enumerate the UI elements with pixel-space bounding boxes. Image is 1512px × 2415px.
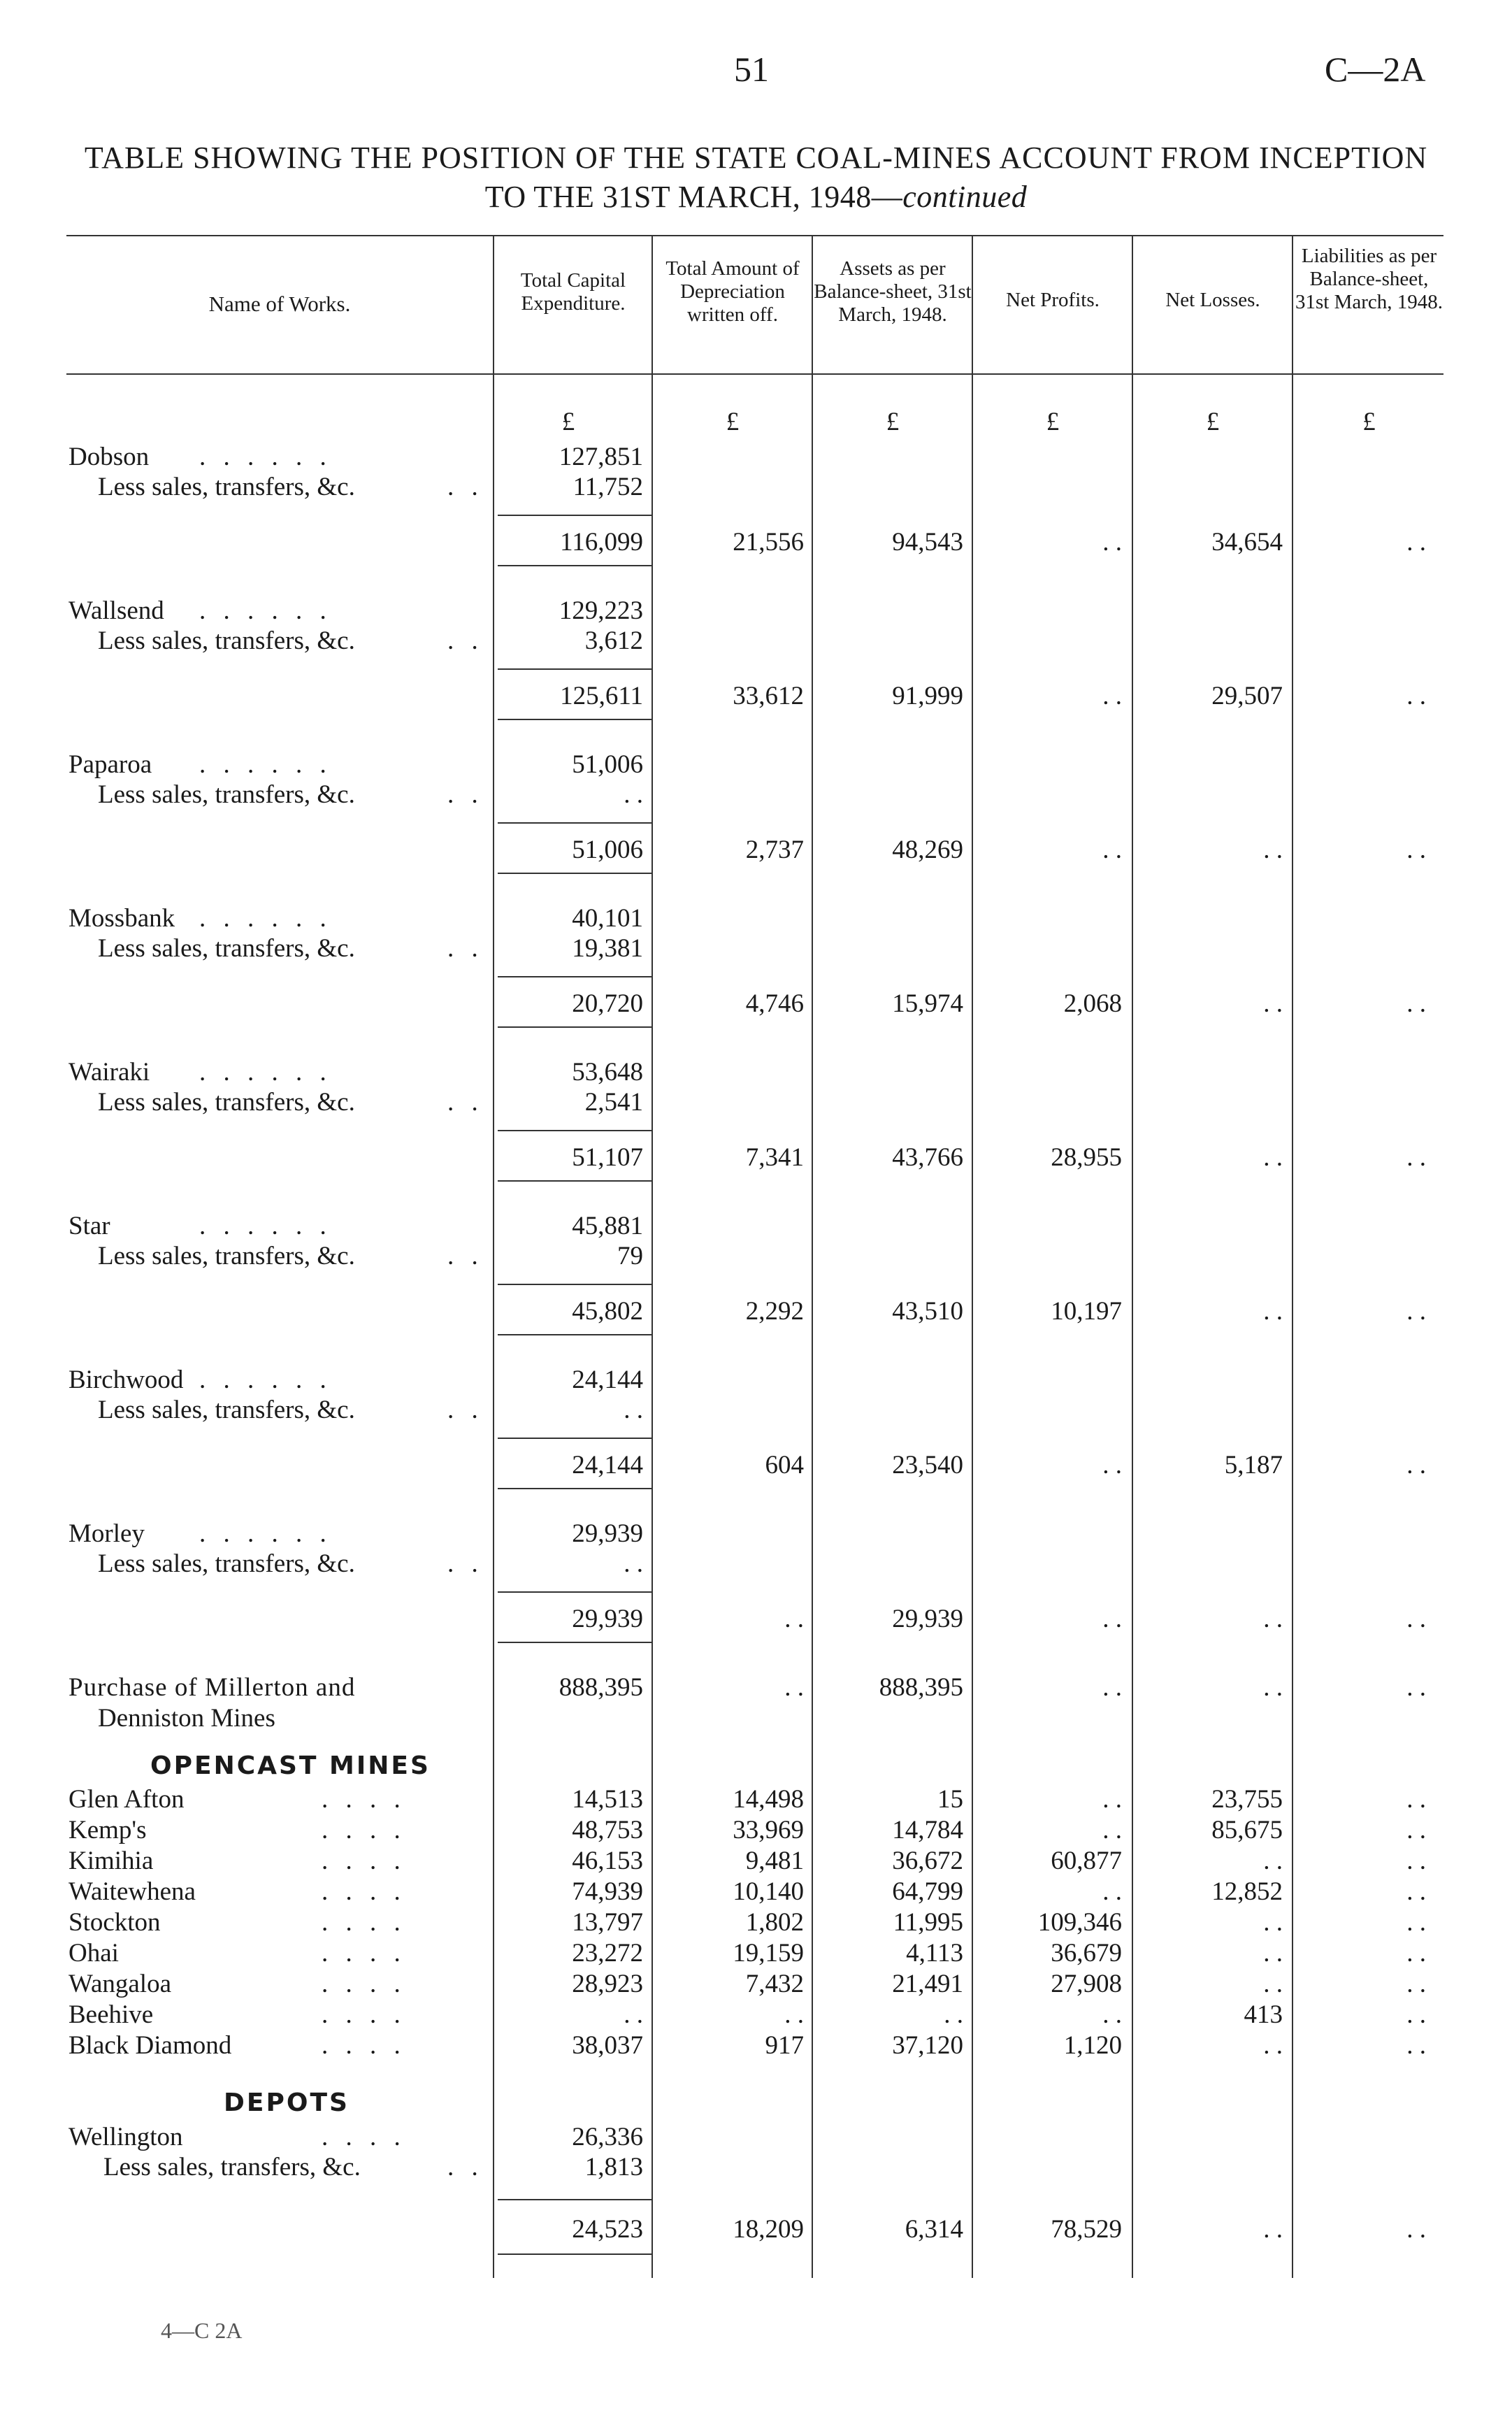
opencast-row-1-net-losses: 85,675 (1211, 1816, 1283, 1844)
col-rule-3 (812, 236, 813, 2278)
works-5-depreciation: 2,292 (745, 1297, 804, 1326)
opencast-row-5-liabilities: . . (1406, 1939, 1426, 1968)
opencast-row-6-net-losses: . . (1263, 1970, 1283, 1998)
opencast-row-3-net-profits: . . (1102, 1877, 1122, 1906)
opencast-row-6-net-profits: 27,908 (1051, 1970, 1122, 1998)
depot-row-0-subtotal-rule-top (498, 2199, 651, 2200)
table-title-continued: continued (902, 180, 1028, 214)
opencast-heading: OPENCAST MINES (150, 1751, 431, 1780)
works-5-leader: . . . . . . (199, 1212, 332, 1240)
depot-row-0-liabilities: . . (1406, 2215, 1426, 2244)
works-4-subtotal-rule-bottom (498, 1180, 651, 1182)
depot-row-0-depreciation: 18,209 (733, 2215, 804, 2244)
currency-depreciation: £ (726, 408, 740, 436)
opencast-row-0-assets: 15 (937, 1785, 963, 1814)
col-rule-1 (493, 236, 494, 2278)
works-0-depreciation: 21,556 (733, 528, 804, 557)
opencast-row-7-assets: . . (944, 2000, 963, 2029)
works-3-assets: 15,974 (892, 989, 963, 1018)
works-3-subtotal-rule-top (498, 976, 651, 977)
currency-liabilities: £ (1362, 408, 1376, 436)
works-0-total-capital: 116,099 (560, 528, 643, 557)
opencast-row-7-capital: . . (624, 2000, 643, 2029)
purchase-depreciation: . . (784, 1673, 804, 1702)
opencast-row-7-net-losses: 413 (1244, 2000, 1283, 2029)
col-header-net-profits: Net Profits. (1006, 289, 1100, 311)
works-2-liabilities: . . (1406, 836, 1426, 864)
opencast-row-7-leader: . . . . (322, 2000, 406, 2029)
col-rule-4 (972, 236, 973, 2278)
works-7-net-losses: . . (1263, 1605, 1283, 1633)
depot-row-0-less: 1,813 (584, 2153, 643, 2181)
works-6-less-label: Less sales, transfers, &c. (98, 1396, 355, 1424)
works-7-subtotal-rule-top (498, 1591, 651, 1593)
opencast-row-1-liabilities: . . (1406, 1816, 1426, 1844)
works-0-capital: 127,851 (559, 443, 643, 471)
works-7-depreciation: . . (784, 1605, 804, 1633)
works-2-net-profits: . . (1102, 836, 1122, 864)
works-3-less-leader: . . (447, 934, 484, 963)
opencast-row-3-capital: 74,939 (572, 1877, 643, 1906)
opencast-row-8-capital: 38,037 (572, 2031, 643, 2060)
depots-heading: DEPOTS (224, 2088, 350, 2117)
opencast-row-4-liabilities: . . (1406, 1908, 1426, 1937)
works-1-depreciation: 33,612 (733, 682, 804, 710)
opencast-row-2-liabilities: . . (1406, 1847, 1426, 1875)
works-3-depreciation: 4,746 (745, 989, 804, 1018)
opencast-row-3-depreciation: 10,140 (733, 1877, 804, 1906)
works-5-net-losses: . . (1263, 1297, 1283, 1326)
works-1-subtotal-rule-top (498, 668, 651, 670)
works-4-name: Wairaki (69, 1058, 150, 1087)
works-1-liabilities: . . (1406, 682, 1426, 710)
works-4-net-losses: . . (1263, 1143, 1283, 1172)
opencast-row-0-name: Glen Afton (69, 1785, 185, 1814)
works-4-capital: 53,648 (572, 1058, 643, 1087)
opencast-row-3-liabilities: . . (1406, 1877, 1426, 1906)
table-title-line2 (0, 179, 1512, 215)
opencast-row-5-net-losses: . . (1263, 1939, 1283, 1968)
opencast-row-6-name: Wangaloa (69, 1970, 172, 1998)
opencast-row-0-capital: 14,513 (572, 1785, 643, 1814)
works-2-net-losses: . . (1263, 836, 1283, 864)
works-2-less-leader: . . (447, 780, 484, 809)
works-1-less-leader: . . (447, 626, 484, 655)
opencast-row-4-net-losses: . . (1263, 1908, 1283, 1937)
works-6-net-losses: 5,187 (1224, 1451, 1283, 1479)
works-1-less-label: Less sales, transfers, &c. (98, 626, 355, 655)
works-7-name: Morley (69, 1519, 145, 1548)
works-1-assets: 91,999 (892, 682, 963, 710)
opencast-row-2-capital: 46,153 (572, 1847, 643, 1875)
table-title-line1 (0, 140, 1512, 175)
works-1-leader: . . . . . . (199, 596, 332, 625)
works-3-net-profits: 2,068 (1063, 989, 1122, 1018)
col-header-depreciation: Total Amount of Depreciation written off. (665, 257, 800, 326)
opencast-row-7-net-profits: . . (1102, 2000, 1122, 2029)
currency-capital: £ (561, 408, 575, 436)
works-5-less: 79 (617, 1242, 643, 1270)
purchase-liabilities: . . (1406, 1673, 1426, 1702)
opencast-row-0-depreciation: 14,498 (733, 1785, 804, 1814)
works-7-total-capital: 29,939 (572, 1605, 643, 1633)
works-6-name: Birchwood (69, 1366, 184, 1394)
col-rule-2 (651, 236, 653, 2278)
opencast-row-3-net-losses: 12,852 (1211, 1877, 1283, 1906)
opencast-row-8-net-losses: . . (1263, 2031, 1283, 2060)
opencast-row-3-leader: . . . . (322, 1877, 406, 1906)
opencast-row-8-depreciation: 917 (765, 2031, 804, 2060)
works-4-assets: 43,766 (892, 1143, 963, 1172)
col-header-capital: Total Capital Expenditure. (520, 269, 626, 315)
works-1-total-capital: 125,611 (560, 682, 643, 710)
opencast-row-5-capital: 23,272 (572, 1939, 643, 1968)
opencast-row-1-name: Kemp's (69, 1816, 147, 1844)
page-reference: C—2A (1325, 50, 1426, 89)
opencast-row-3-name: Waitewhena (69, 1877, 196, 1906)
opencast-row-4-net-profits: 109,346 (1037, 1908, 1122, 1937)
works-3-liabilities: . . (1406, 989, 1426, 1018)
depot-row-0-less-label: Less sales, transfers, &c. (103, 2153, 361, 2181)
works-7-assets: 29,939 (892, 1605, 963, 1633)
table-title-prefix: TO THE 31ST MARCH, 1948— (484, 180, 903, 214)
depot-row-0-total-capital: 24,523 (572, 2215, 643, 2244)
works-6-subtotal-rule-bottom (498, 1488, 651, 1489)
works-3-name: Mossbank (69, 904, 175, 933)
opencast-row-8-name: Black Diamond (69, 2031, 232, 2060)
works-6-less-leader: . . (447, 1396, 484, 1424)
currency-losses: £ (1206, 408, 1220, 436)
page-number: 51 (734, 50, 769, 89)
works-5-less-label: Less sales, transfers, &c. (98, 1242, 355, 1270)
opencast-row-5-leader: . . . . (322, 1939, 406, 1968)
opencast-row-1-depreciation: 33,969 (733, 1816, 804, 1844)
works-7-capital: 29,939 (572, 1519, 643, 1548)
depot-row-0-name: Wellington (69, 2123, 183, 2151)
opencast-row-7-liabilities: . . (1406, 2000, 1426, 2029)
opencast-row-0-net-profits: . . (1102, 1785, 1122, 1814)
opencast-row-6-liabilities: . . (1406, 1970, 1426, 1998)
works-2-assets: 48,269 (892, 836, 963, 864)
works-5-net-profits: 10,197 (1051, 1297, 1122, 1326)
page-footer: 4—C 2A (161, 2318, 243, 2343)
opencast-row-8-liabilities: . . (1406, 2031, 1426, 2060)
depot-row-0-assets: 6,314 (905, 2215, 963, 2244)
works-0-subtotal-rule-bottom (498, 565, 651, 566)
opencast-row-4-capital: 13,797 (572, 1908, 643, 1937)
purchase-net-losses: . . (1263, 1673, 1283, 1702)
works-2-capital: 51,006 (572, 750, 643, 779)
works-3-net-losses: . . (1263, 989, 1283, 1018)
works-2-subtotal-rule-top (498, 822, 651, 824)
depot-row-0-subtotal-rule-bottom (498, 2253, 651, 2255)
opencast-row-1-leader: . . . . (322, 1816, 406, 1844)
opencast-row-4-leader: . . . . (322, 1908, 406, 1937)
works-7-subtotal-rule-bottom (498, 1642, 651, 1643)
works-7-leader: . . . . . . (199, 1519, 332, 1548)
works-2-less: . . (624, 780, 643, 809)
opencast-row-2-net-losses: . . (1263, 1847, 1283, 1875)
works-0-net-profits: . . (1102, 528, 1122, 557)
works-4-leader: . . . . . . (199, 1058, 332, 1087)
works-0-subtotal-rule-top (498, 515, 651, 516)
works-7-less-label: Less sales, transfers, &c. (98, 1549, 355, 1578)
works-6-depreciation: 604 (765, 1451, 804, 1479)
works-2-less-label: Less sales, transfers, &c. (98, 780, 355, 809)
opencast-row-1-net-profits: . . (1102, 1816, 1122, 1844)
opencast-row-5-depreciation: 19,159 (733, 1939, 804, 1968)
opencast-row-4-name: Stockton (69, 1908, 161, 1937)
opencast-row-1-capital: 48,753 (572, 1816, 643, 1844)
works-3-less: 19,381 (572, 934, 643, 963)
works-0-less-label: Less sales, transfers, &c. (98, 473, 355, 501)
col-header-net-losses: Net Losses. (1165, 289, 1260, 311)
works-6-less: . . (624, 1396, 643, 1424)
works-4-less-label: Less sales, transfers, &c. (98, 1088, 355, 1117)
works-0-liabilities: . . (1406, 528, 1426, 557)
works-4-subtotal-rule-top (498, 1130, 651, 1131)
opencast-row-5-assets: 4,113 (906, 1939, 963, 1968)
works-0-name: Dobson (69, 443, 150, 471)
opencast-row-2-depreciation: 9,481 (745, 1847, 804, 1875)
depot-row-0-less-leader: . . (447, 2153, 484, 2181)
works-6-leader: . . . . . . (199, 1366, 332, 1394)
works-7-liabilities: . . (1406, 1605, 1426, 1633)
opencast-row-7-depreciation: . . (784, 2000, 804, 2029)
opencast-row-0-net-losses: 23,755 (1211, 1785, 1283, 1814)
works-3-leader: . . . . . . (199, 904, 332, 933)
works-4-liabilities: . . (1406, 1143, 1426, 1172)
col-header-name: Name of Works. (208, 292, 351, 316)
works-5-assets: 43,510 (892, 1297, 963, 1326)
works-0-net-losses: 34,654 (1211, 528, 1283, 557)
depot-row-0-net-losses: . . (1263, 2215, 1283, 2244)
works-5-less-leader: . . (447, 1242, 484, 1270)
opencast-row-1-assets: 14,784 (892, 1816, 963, 1844)
works-0-less: 11,752 (573, 473, 643, 501)
purchase-net-profits: . . (1102, 1673, 1122, 1702)
col-header-liabilities: Liabilities as per Balance-sheet, 31st March, 1948. (1295, 245, 1443, 313)
header-bottom-rule (66, 373, 1443, 375)
works-3-less-label: Less sales, transfers, &c. (98, 934, 355, 963)
opencast-row-5-net-profits: 36,679 (1051, 1939, 1122, 1968)
works-1-net-losses: 29,507 (1211, 682, 1283, 710)
works-7-net-profits: . . (1102, 1605, 1122, 1633)
works-2-name: Paparoa (69, 750, 152, 779)
opencast-row-6-leader: . . . . (322, 1970, 406, 1998)
works-1-less: 3,612 (584, 626, 643, 655)
works-6-total-capital: 24,144 (572, 1451, 643, 1479)
opencast-row-8-leader: . . . . (322, 2031, 406, 2060)
works-2-leader: . . . . . . (199, 750, 332, 779)
opencast-row-2-name: Kimihia (69, 1847, 154, 1875)
works-4-net-profits: 28,955 (1051, 1143, 1122, 1172)
works-1-subtotal-rule-bottom (498, 719, 651, 720)
works-7-less-leader: . . (447, 1549, 484, 1578)
opencast-row-4-depreciation: 1,802 (745, 1908, 804, 1937)
works-0-less-leader: . . (447, 473, 484, 501)
works-6-liabilities: . . (1406, 1451, 1426, 1479)
opencast-row-2-leader: . . . . (322, 1847, 406, 1875)
works-2-depreciation: 2,737 (745, 836, 804, 864)
works-6-net-profits: . . (1102, 1451, 1122, 1479)
depot-row-0-net-profits: 78,529 (1051, 2215, 1122, 2244)
works-1-capital: 129,223 (559, 596, 643, 625)
table-title-text: TABLE SHOWING THE POSITION OF THE STATE COAL-MINES ACCOUNT FROM INCEPTION (84, 141, 1428, 175)
works-5-name: Star (69, 1212, 110, 1240)
works-4-less: 2,541 (584, 1088, 643, 1117)
purchase-capital: 888,395 (559, 1673, 643, 1702)
works-3-total-capital: 20,720 (572, 989, 643, 1018)
works-5-capital: 45,881 (572, 1212, 643, 1240)
opencast-row-6-assets: 21,491 (892, 1970, 963, 1998)
col-header-assets: Assets as per Balance-sheet, 31st March, 1948. (814, 257, 972, 326)
works-2-subtotal-rule-bottom (498, 873, 651, 874)
col-rule-6 (1292, 236, 1293, 2278)
opencast-row-8-assets: 37,120 (892, 2031, 963, 2060)
col-rule-5 (1132, 236, 1133, 2278)
works-4-less-leader: . . (447, 1088, 484, 1117)
works-5-total-capital: 45,802 (572, 1297, 643, 1326)
purchase-line2: Denniston Mines (98, 1704, 275, 1733)
header-top-rule (66, 235, 1443, 236)
opencast-row-8-net-profits: 1,120 (1063, 2031, 1122, 2060)
works-3-capital: 40,101 (572, 904, 643, 933)
opencast-row-0-leader: . . . . (322, 1785, 406, 1814)
works-1-net-profits: . . (1102, 682, 1122, 710)
currency-profits: £ (1046, 408, 1060, 436)
opencast-row-5-name: Ohai (69, 1939, 119, 1968)
depot-row-0-leader: . . . . (322, 2123, 406, 2151)
works-4-depreciation: 7,341 (745, 1143, 804, 1172)
depot-row-0-capital: 26,336 (572, 2123, 643, 2151)
opencast-row-3-assets: 64,799 (892, 1877, 963, 1906)
opencast-row-2-net-profits: 60,877 (1051, 1847, 1122, 1875)
opencast-row-6-capital: 28,923 (572, 1970, 643, 1998)
opencast-row-0-liabilities: . . (1406, 1785, 1426, 1814)
works-2-total-capital: 51,006 (572, 836, 643, 864)
opencast-row-2-assets: 36,672 (892, 1847, 963, 1875)
works-0-leader: . . . . . . (199, 443, 332, 471)
currency-assets: £ (886, 408, 900, 436)
works-3-subtotal-rule-bottom (498, 1026, 651, 1028)
opencast-row-7-name: Beehive (69, 2000, 154, 2029)
works-5-subtotal-rule-bottom (498, 1334, 651, 1335)
works-6-subtotal-rule-top (498, 1438, 651, 1439)
works-5-subtotal-rule-top (498, 1284, 651, 1285)
purchase-assets: 888,395 (879, 1673, 963, 1702)
works-7-less: . . (624, 1549, 643, 1578)
works-5-liabilities: . . (1406, 1297, 1426, 1326)
works-4-total-capital: 51,107 (572, 1143, 643, 1172)
opencast-row-6-depreciation: 7,432 (745, 1970, 804, 1998)
works-0-assets: 94,543 (892, 528, 963, 557)
opencast-row-4-assets: 11,995 (893, 1908, 963, 1937)
works-1-name: Wallsend (69, 596, 164, 625)
works-6-capital: 24,144 (572, 1366, 643, 1394)
works-6-assets: 23,540 (892, 1451, 963, 1479)
purchase-line1: Purchase of Millerton and (69, 1673, 356, 1702)
